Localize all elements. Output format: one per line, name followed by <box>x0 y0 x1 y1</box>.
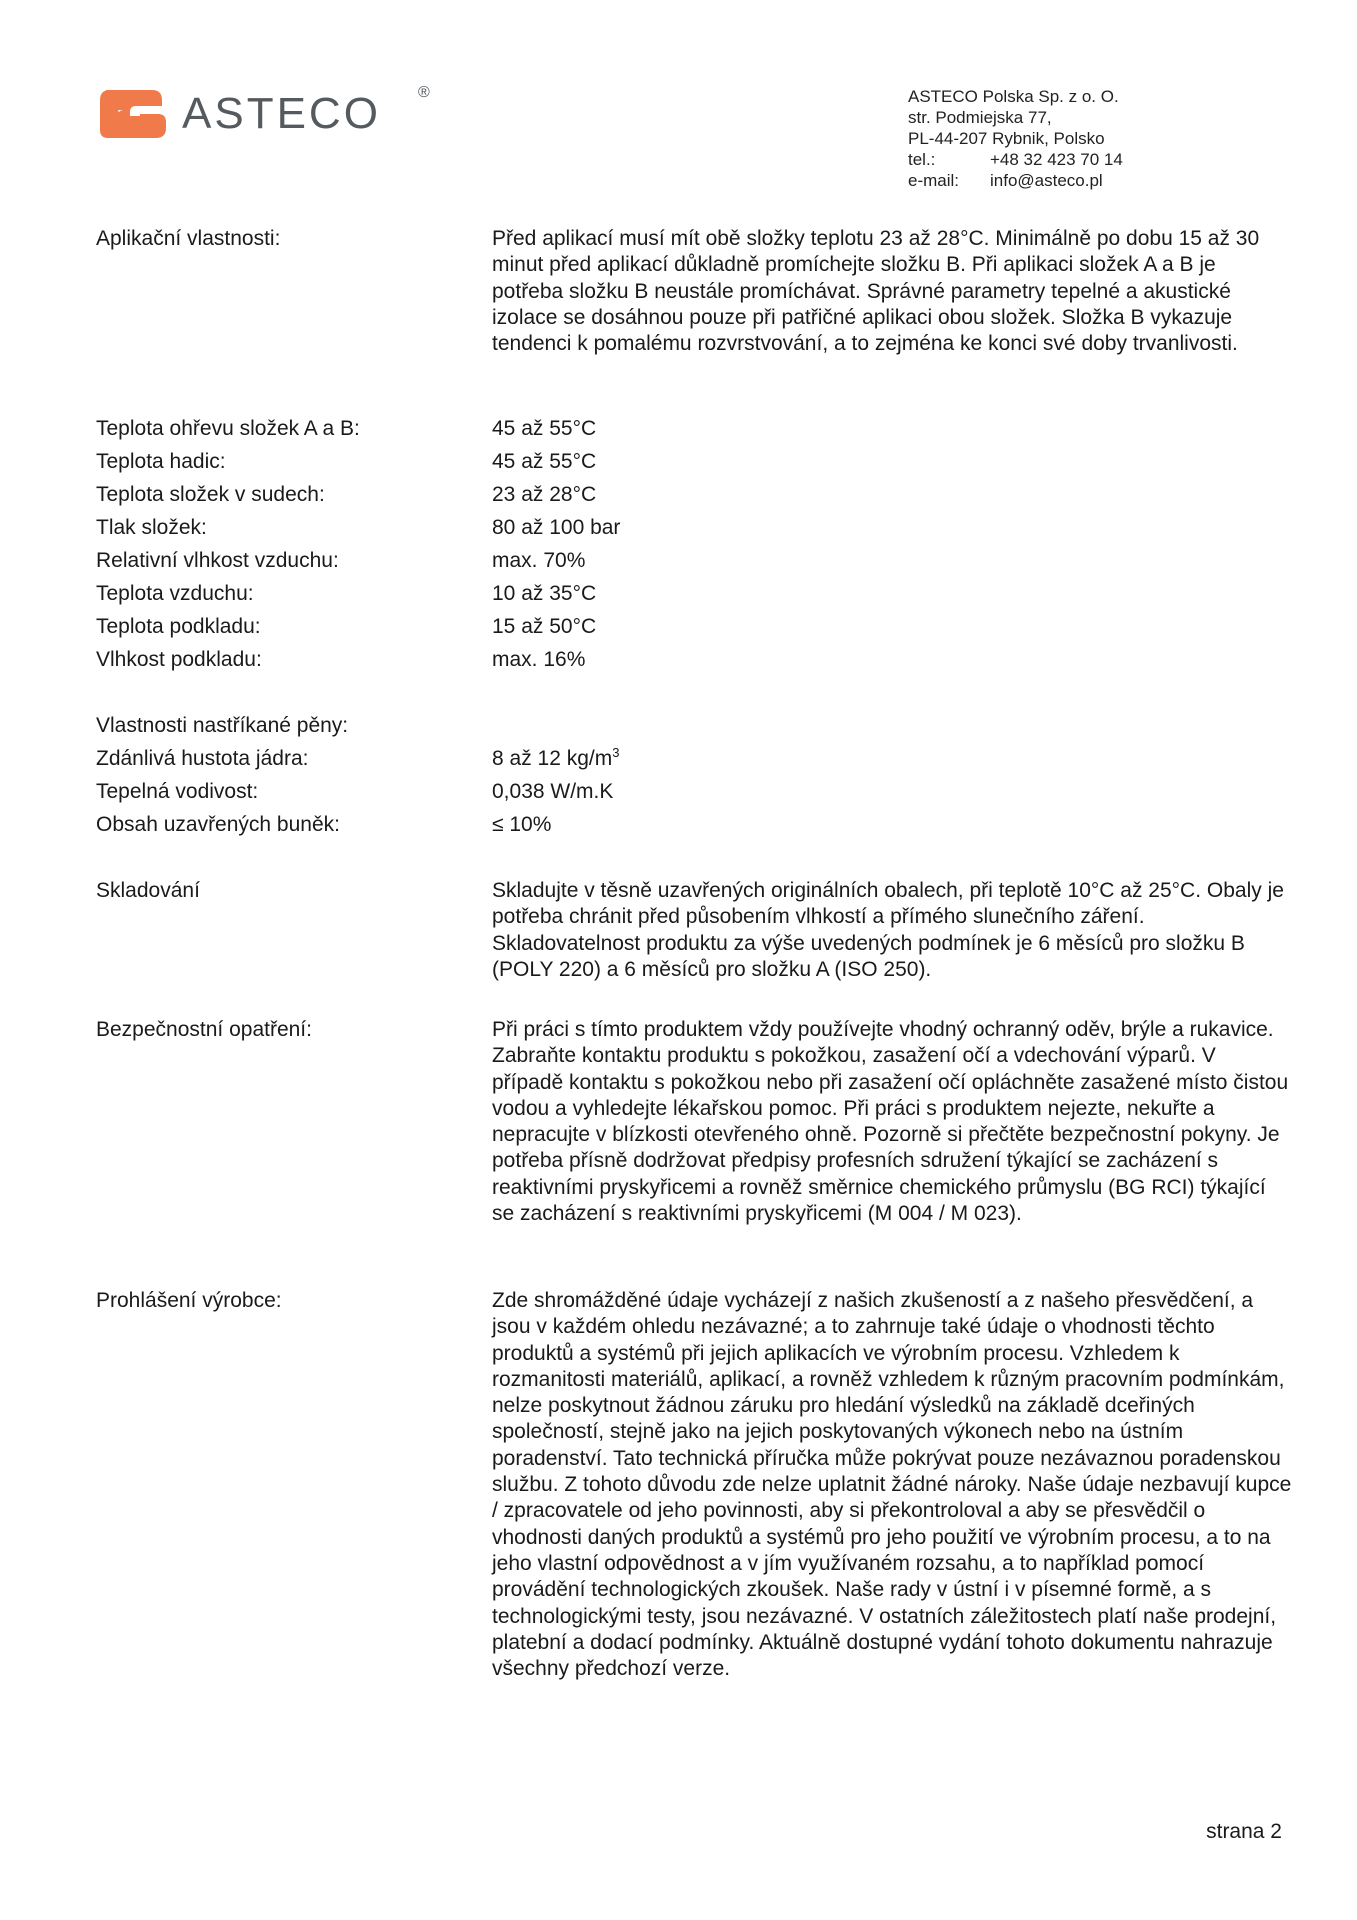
foam-value: 0,038 W/m.K <box>492 780 614 803</box>
company-address <box>908 86 1123 191</box>
param-value: 23 až 28°C <box>492 483 597 506</box>
logo-text: ASTECO <box>182 89 381 138</box>
storage-text <box>492 878 1292 983</box>
foam-value-text: 8 až 12 kg/m <box>492 747 613 770</box>
foam-heading: Vlastnosti nastříkané pěny: <box>96 714 349 737</box>
application-paragraph: Před aplikací musí mít obě složky teplotu 23 až 28°C. Minimálně po dobu 15 až 30 minut před aplikací důkladně promíchejte složku B. Při aplikaci složek A a B je potřeba složku B neustále promíchávat. Správné parametry tepelné a akustické izolace se dosáhnou pouze při patřičné aplikaci obou složek. Složka B vykazuje tendenci k pomalému rozvrstvování, a to zejména ke konci své doby trvanlivosti. <box>492 227 1260 356</box>
param-value: max. 16% <box>492 648 586 671</box>
storage-label: Skladování <box>96 879 200 902</box>
email-value: info@asteco.pl <box>990 171 1103 190</box>
declaration-paragraph: Zde shromážděné údaje vycházejí z našich zkušeností a z našeho přesvědčení, a jsou v každém ohledu nezávazné; a to zahrnuje také údaje o vhodnosti těchto produktů a systémů při jejich aplikacích ve výrobním procesu. Vzhledem k rozmanitosti materiálů, aplikací, a rovněž vzhledem k různým pracovním podmínkám, nelze poskytnout žádnou záruku pro hledání výsledků na základě dceřiných společností, stejně jako na jejich poskytovaných výkonech nebo na ústním poradenství. Tato technická příručka může pokrývat pouze nezávaznou poradenskou službu. Z tohoto důvodu zde nelze uplatnit žádné nároky. Naše údaje nezbavují kupce / zpracovatele od jeho povinnosti, aby si překontroloval a aby se přesvědčil o vhodnosti daných produktů a systémů pro jeho použití ve výrobním procesu, a to na jeho vlastní odpovědnost a v jím využívaném rozsahu, a to například pomocí provádění technologických zkoušek. Naše rady v ústní i v písemné formě, a s technologickými testy, jsou nezávazné. V ostatních záležitostech platí naše prodejní, platební a dodací podmínky. Aktuálně dostupné vydání tohoto dokumentu nahrazuje všechny předchozí verze. <box>492 1289 1292 1681</box>
company-email <box>908 170 1123 191</box>
param-label: Teplota ohřevu složek A a B: <box>96 417 360 440</box>
application-text <box>492 226 1292 357</box>
param-label: Teplota hadic: <box>96 450 226 473</box>
param-label: Teplota podkladu: <box>96 615 261 638</box>
foam-value-sup: 3 <box>612 745 620 760</box>
foam-value: ≤ 10% <box>492 813 552 836</box>
param-label: Relativní vlhkost vzduchu: <box>96 549 339 572</box>
param-value: 10 až 35°C <box>492 582 597 605</box>
safety-label: Bezpečnostní opatření: <box>96 1018 312 1041</box>
safety-paragraph: Při práci s tímto produktem vždy používejte vhodný ochranný oděv, brýle a rukavice. Zabraňte kontaktu produktu s pokožkou, zasažení očí a vdechování výparů. V případě kontaktu s pokožkou nebo při zasažení očí opláchněte zasažené místo čistou vodou a vyhledejte lékařskou pomoc. Při práci s produktem nejezte, nekuřte a nepracujte v blízkosti otevřeného ohně. Pozorně si přečtěte bezpečnostní pokyny. Je potřeba přísně dodržovat předpisy profesních sdružení týkající se zacházení s reaktivními pryskyřicemi a rovněž směrnice chemického průmyslu (BG RCI) týkající se zacházení s reaktivními pryskyřicemi (M 004 / M 023). <box>492 1018 1289 1226</box>
param-value: max. 70% <box>492 549 586 572</box>
asteco-logo <box>96 84 436 144</box>
param-label: Teplota složek v sudech: <box>96 483 325 506</box>
declaration-text <box>492 1288 1292 1682</box>
company-city: PL-44-207 Rybnik, Polsko <box>908 129 1105 148</box>
page-number: strana 2 <box>1206 1820 1282 1843</box>
application-label: Aplikační vlastnosti: <box>96 227 281 250</box>
company-phone <box>908 149 1123 170</box>
email-label: e-mail: <box>908 171 960 190</box>
foam-value <box>492 746 619 772</box>
foam-label: Zdánlivá hustota jádra: <box>96 747 309 770</box>
foam-label: Obsah uzavřených buněk: <box>96 813 340 836</box>
storage-paragraph: Skladujte v těsně uzavřených originálních obalech, při teplotě 10°C až 25°C. Obaly je potřeba chránit před působením vlhkostí a přímého slunečního záření. Skladovatelnost produktu za výše uvedených podmínek je 6 měsíců pro složku B (POLY 220) a 6 měsíců pro složku A (ISO 250). <box>492 879 1284 981</box>
phone-value: +48 32 423 70 14 <box>990 150 1123 169</box>
param-label: Teplota vzduchu: <box>96 582 254 605</box>
declaration-label: Prohlášení výrobce: <box>96 1289 282 1312</box>
param-value: 15 až 50°C <box>492 615 597 638</box>
foam-label: Tepelná vodivost: <box>96 780 259 803</box>
registered-mark: ® <box>418 84 430 101</box>
company-street: str. Podmiejska 77, <box>908 108 1052 127</box>
company-name: ASTECO Polska Sp. z o. O. <box>908 87 1119 106</box>
phone-label: tel.: <box>908 150 936 169</box>
asteco-logo-icon <box>96 86 176 142</box>
safety-text <box>492 1017 1292 1227</box>
param-value: 45 až 55°C <box>492 450 597 473</box>
param-value: 80 až 100 bar <box>492 516 621 539</box>
param-label: Tlak složek: <box>96 516 207 539</box>
param-value: 45 až 55°C <box>492 417 597 440</box>
param-label: Vlhkost podkladu: <box>96 648 262 671</box>
